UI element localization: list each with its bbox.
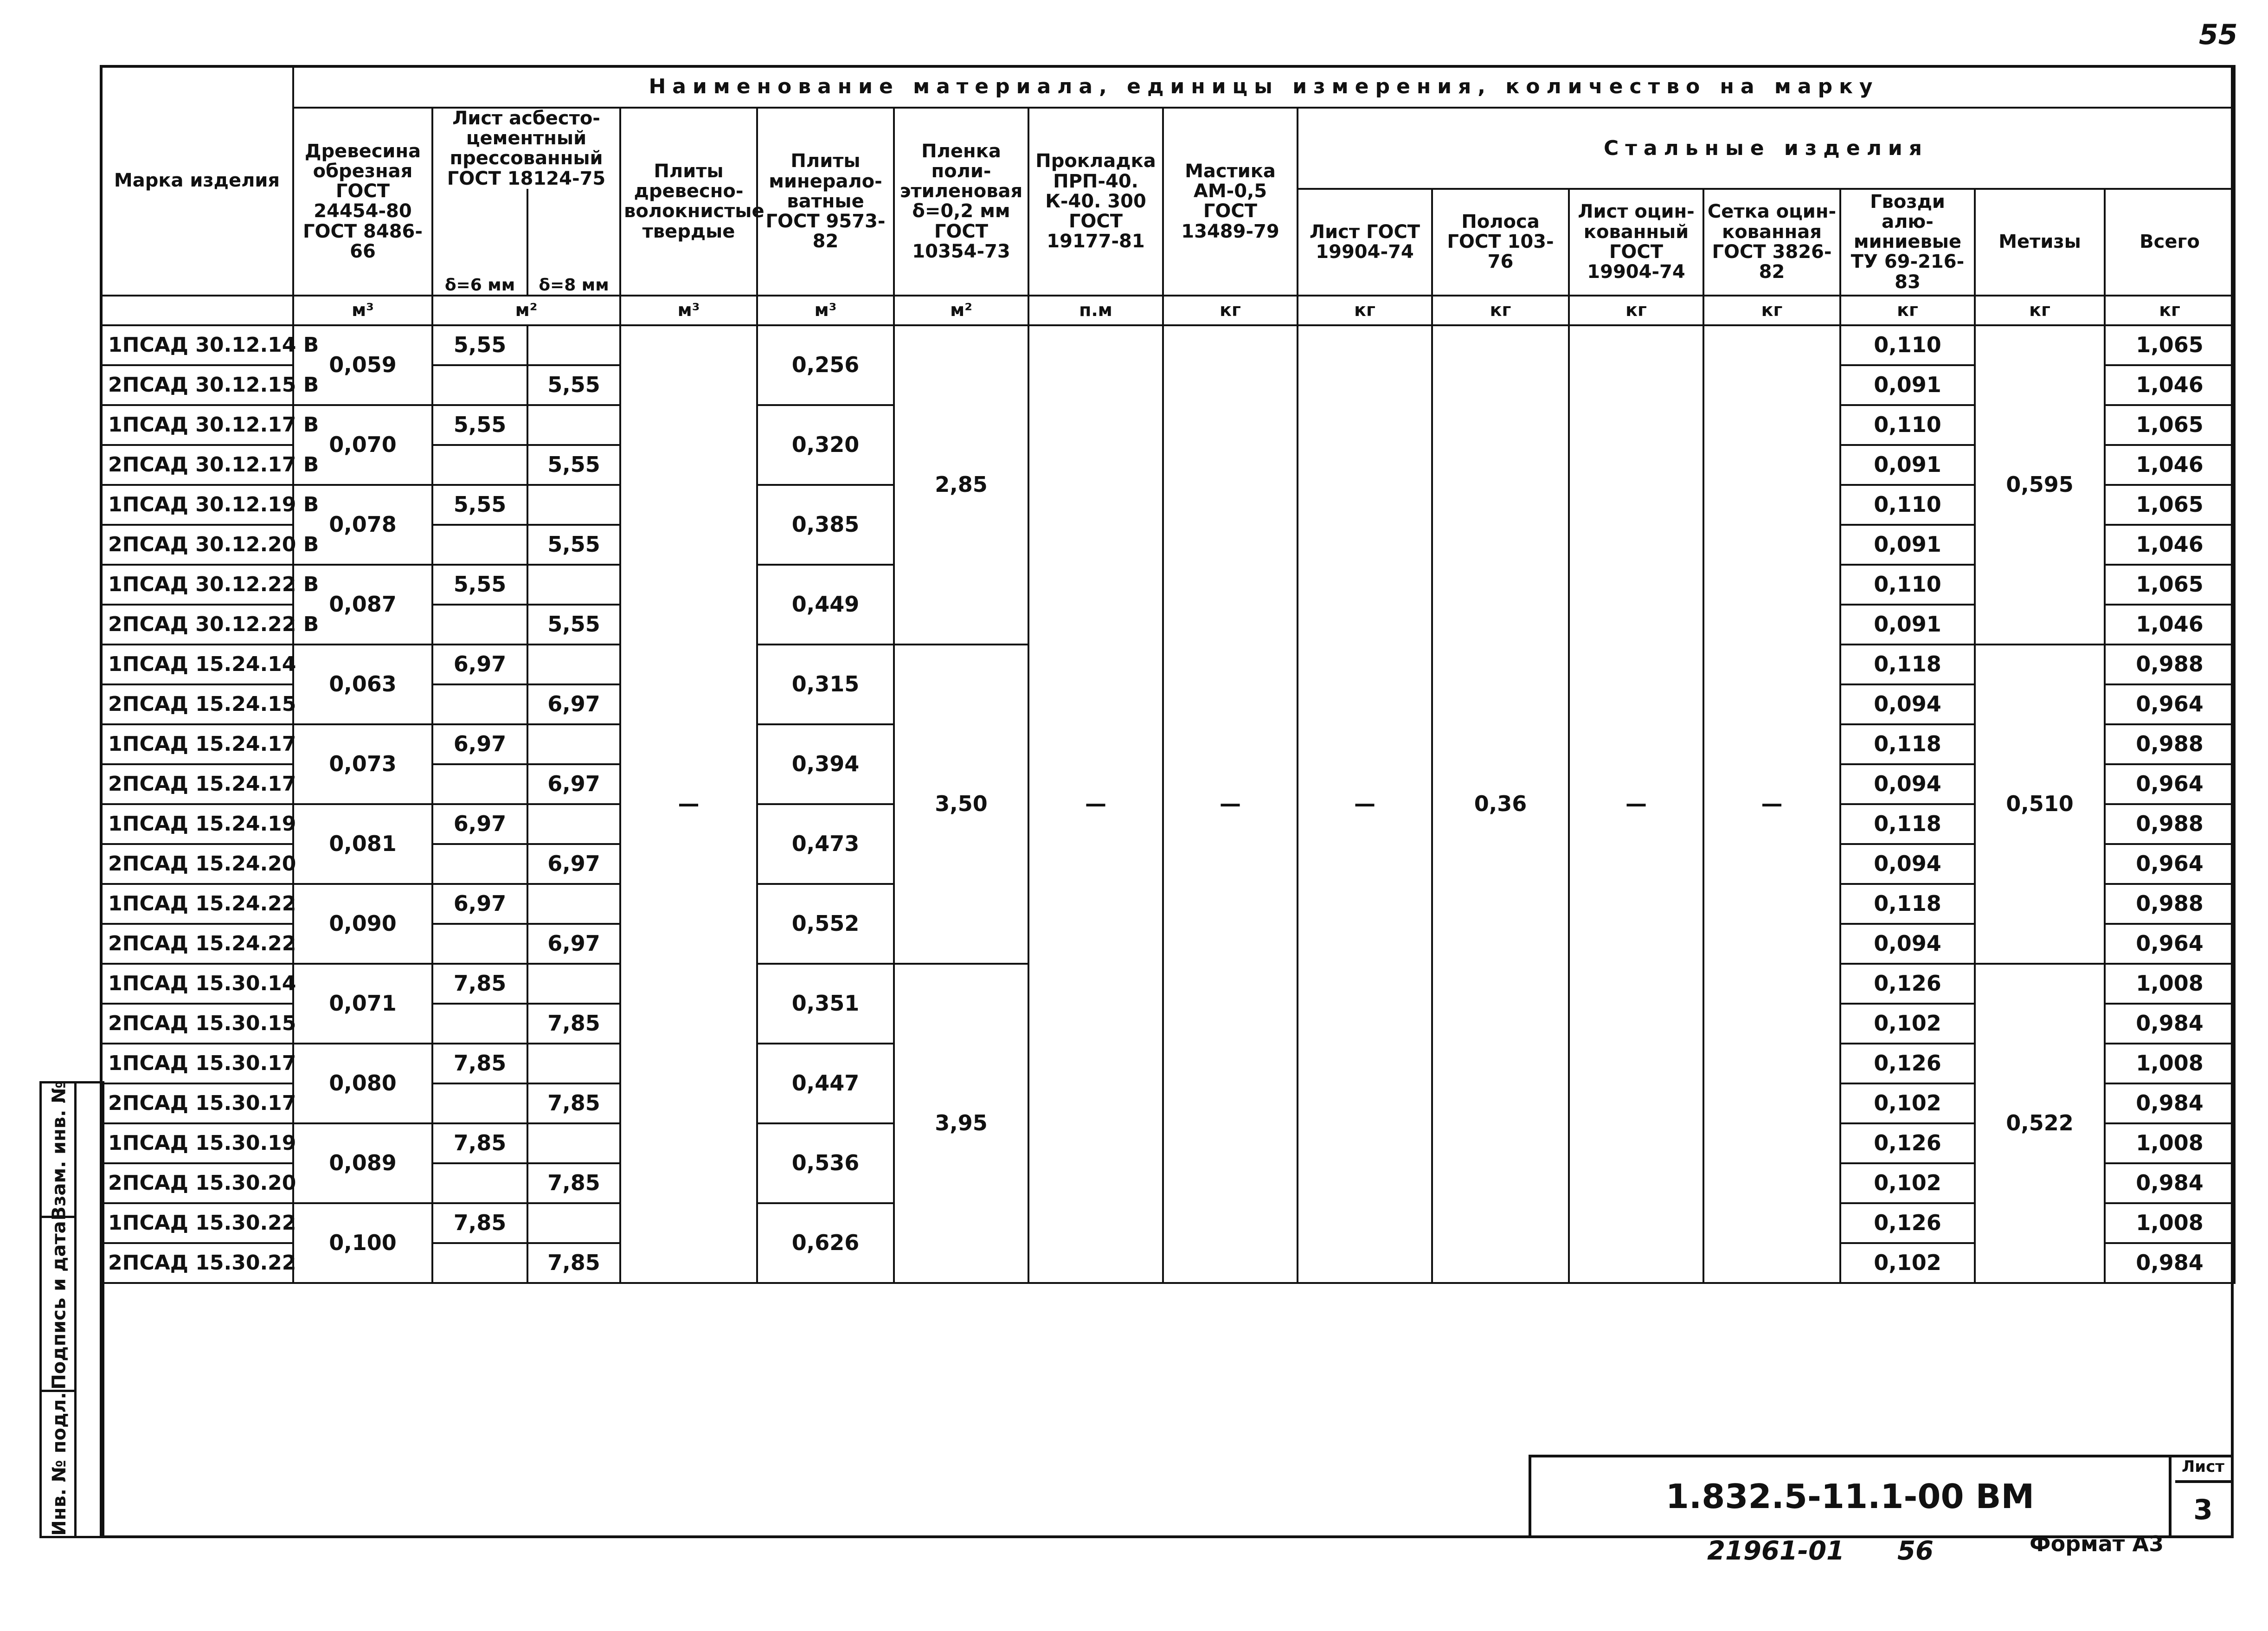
asbestos-6mm-cell: 7,85 xyxy=(432,1203,527,1243)
nails-cell: 0,126 xyxy=(1840,1203,1975,1243)
unit-sheet: кг xyxy=(1298,296,1432,325)
nails-cell: 0,091 xyxy=(1840,525,1975,565)
mark-cell: 1ПСАД 15.24.14 xyxy=(101,645,293,684)
asbestos-6mm-cell xyxy=(432,605,527,645)
wood-cell: 0,063 xyxy=(293,645,432,724)
asbestos-6mm-cell xyxy=(432,1243,527,1283)
wood-cell: 0,080 xyxy=(293,1044,432,1123)
mark-header: Марка изделия xyxy=(101,66,293,296)
unit-mesh: кг xyxy=(1703,296,1840,325)
side-stamp xyxy=(39,1081,104,1538)
mark-cell: 2ПСАД 15.24.15 xyxy=(101,684,293,724)
mark-cell: 1ПСАД 30.12.22 В xyxy=(101,565,293,605)
document-number: 21961-01 xyxy=(1707,1536,1844,1566)
asbestos-6mm-header: δ=6 мм xyxy=(432,189,527,296)
total-cell: 1,008 xyxy=(2105,964,2235,1004)
asbestos-6mm-cell: 7,85 xyxy=(432,1044,527,1083)
format-label: Формат А3 xyxy=(2030,1531,2164,1556)
col-wood-header: Древесина обрезная ГОСТ 24454-80 ГОСТ 8486-66 xyxy=(293,108,432,296)
asbestos-8mm-cell xyxy=(527,1044,620,1083)
nails-cell: 0,091 xyxy=(1840,445,1975,485)
mineral-cell: 0,449 xyxy=(757,565,894,645)
mark-cell: 1ПСАД 15.30.19 xyxy=(101,1123,293,1163)
total-cell: 0,988 xyxy=(2105,804,2235,844)
asbestos-6mm-cell: 5,55 xyxy=(432,405,527,445)
mark-cell: 2ПСАД 15.30.15 xyxy=(101,1004,293,1044)
nails-cell: 0,118 xyxy=(1840,724,1975,764)
wood-cell: 0,078 xyxy=(293,485,432,565)
wood-cell: 0,059 xyxy=(293,325,432,405)
total-cell: 0,988 xyxy=(2105,724,2235,764)
asbestos-6mm-cell xyxy=(432,1004,527,1044)
col-asbestos-header: Лист асбесто-цементный прессованный ГОСТ 18124-75 xyxy=(432,108,620,189)
mark-cell: 2ПСАД 15.24.22 xyxy=(101,924,293,964)
sign-date-label: Подпись и дата xyxy=(48,1220,70,1390)
wood-cell: 0,089 xyxy=(293,1123,432,1203)
asbestos-6mm-cell: 6,97 xyxy=(432,645,527,684)
unit-fiberboard: м³ xyxy=(620,296,757,325)
sign-date-cell xyxy=(42,1218,77,1392)
asbestos-8mm-cell xyxy=(527,1203,620,1243)
nails-cell: 0,102 xyxy=(1840,1163,1975,1203)
mineral-cell: 0,447 xyxy=(757,1044,894,1123)
strip-cell: 0,36 xyxy=(1432,325,1569,1283)
asbestos-6mm-cell xyxy=(432,365,527,405)
asbestos-6mm-cell xyxy=(432,924,527,964)
asbestos-6mm-cell: 6,97 xyxy=(432,724,527,764)
col-hardware-header: Метизы xyxy=(1975,189,2105,296)
galv-sheet-cell: — xyxy=(1569,325,1703,1283)
total-cell: 0,984 xyxy=(2105,1083,2235,1123)
table-row xyxy=(101,325,2235,365)
asbestos-8mm-cell xyxy=(527,724,620,764)
wood-cell: 0,090 xyxy=(293,884,432,964)
asbestos-8mm-cell: 6,97 xyxy=(527,684,620,724)
mark-cell: 1ПСАД 15.30.22 xyxy=(101,1203,293,1243)
col-sheet-header: Лист ГОСТ 19904-74 xyxy=(1298,189,1432,296)
film-cell: 3,50 xyxy=(894,645,1028,964)
nails-cell: 0,118 xyxy=(1840,884,1975,924)
nails-cell: 0,110 xyxy=(1840,405,1975,445)
mineral-cell: 0,320 xyxy=(757,405,894,485)
asbestos-6mm-cell: 6,97 xyxy=(432,804,527,844)
col-mastic-header: Мастика АМ-0,5 ГОСТ 13489-79 xyxy=(1163,108,1298,296)
nails-cell: 0,126 xyxy=(1840,964,1975,1004)
wood-cell: 0,070 xyxy=(293,405,432,485)
nails-cell: 0,118 xyxy=(1840,645,1975,684)
mineral-cell: 0,394 xyxy=(757,724,894,804)
total-cell: 0,964 xyxy=(2105,924,2235,964)
total-cell: 0,984 xyxy=(2105,1243,2235,1283)
nails-cell: 0,110 xyxy=(1840,565,1975,605)
col-mineral-header: Плиты минерало-ватные ГОСТ 9573-82 xyxy=(757,108,894,296)
nails-cell: 0,094 xyxy=(1840,684,1975,724)
nails-cell: 0,126 xyxy=(1840,1123,1975,1163)
wood-cell: 0,071 xyxy=(293,964,432,1044)
asbestos-8mm-cell: 5,55 xyxy=(527,605,620,645)
mastic-cell: — xyxy=(1163,325,1298,1283)
unit-wood: м³ xyxy=(293,296,432,325)
asbestos-6mm-cell: 5,55 xyxy=(432,565,527,605)
unit-gasket: п.м xyxy=(1028,296,1163,325)
asbestos-8mm-cell xyxy=(527,645,620,684)
asbestos-6mm-cell xyxy=(432,844,527,884)
mark-cell: 1ПСАД 15.24.17 xyxy=(101,724,293,764)
total-cell: 1,008 xyxy=(2105,1203,2235,1243)
mark-cell: 2ПСАД 15.30.20 xyxy=(101,1163,293,1203)
asbestos-8mm-cell xyxy=(527,485,620,525)
document-code: 1.832.5-11.1-00 ВМ xyxy=(1531,1457,2172,1535)
total-cell: 1,065 xyxy=(2105,405,2235,445)
mineral-cell: 0,385 xyxy=(757,485,894,565)
film-cell: 2,85 xyxy=(894,325,1028,645)
asbestos-8mm-cell: 7,85 xyxy=(527,1163,620,1203)
unit-film: м² xyxy=(894,296,1028,325)
unit-mineral: м³ xyxy=(757,296,894,325)
nails-cell: 0,102 xyxy=(1840,1004,1975,1044)
sheet-number: 3 xyxy=(2193,1493,2213,1526)
footer-page-number: 56 xyxy=(1897,1536,1934,1566)
mark-cell: 2ПСАД 30.12.20 В xyxy=(101,525,293,565)
mark-cell: 1ПСАД 30.12.19 В xyxy=(101,485,293,525)
mark-cell: 2ПСАД 15.30.22 xyxy=(101,1243,293,1283)
vzam-inv-cell xyxy=(42,1081,77,1221)
total-cell: 0,964 xyxy=(2105,764,2235,804)
unit-galv-sheet: кг xyxy=(1569,296,1703,325)
hardware-cell: 0,595 xyxy=(1975,325,2105,645)
asbestos-6mm-cell: 7,85 xyxy=(432,964,527,1004)
unit-hardware: кг xyxy=(1975,296,2105,325)
asbestos-6mm-cell: 6,97 xyxy=(432,884,527,924)
nails-cell: 0,091 xyxy=(1840,605,1975,645)
col-fiberboard-header: Плиты древесно-волокнистые твердые xyxy=(620,108,757,296)
mark-cell: 1ПСАД 15.24.22 xyxy=(101,884,293,924)
wood-cell: 0,073 xyxy=(293,724,432,804)
nails-cell: 0,102 xyxy=(1840,1083,1975,1123)
nails-cell: 0,126 xyxy=(1840,1044,1975,1083)
nails-cell: 0,110 xyxy=(1840,485,1975,525)
col-gasket-header: Прокладка ПРП-40. К-40. 300 ГОСТ 19177-81 xyxy=(1028,108,1163,296)
asbestos-6mm-cell xyxy=(432,1163,527,1203)
mark-cell: 2ПСАД 15.24.20 xyxy=(101,844,293,884)
asbestos-8mm-cell: 5,55 xyxy=(527,445,620,485)
asbestos-8mm-cell xyxy=(527,1123,620,1163)
asbestos-6mm-cell: 7,85 xyxy=(432,1123,527,1163)
sheet-label: Лист xyxy=(2175,1457,2231,1483)
asbestos-8mm-cell: 7,85 xyxy=(527,1083,620,1123)
asbestos-6mm-cell xyxy=(432,764,527,804)
total-cell: 0,984 xyxy=(2105,1004,2235,1044)
total-cell: 0,964 xyxy=(2105,684,2235,724)
group-header: Наименование материала, единицы измерения, количество на марку xyxy=(293,66,2235,108)
asbestos-6mm-cell: 5,55 xyxy=(432,485,527,525)
hardware-cell: 0,510 xyxy=(1975,645,2105,964)
mineral-cell: 0,473 xyxy=(757,804,894,884)
asbestos-6mm-cell xyxy=(432,684,527,724)
total-cell: 0,984 xyxy=(2105,1163,2235,1203)
unit-strip: кг xyxy=(1432,296,1569,325)
nails-cell: 0,094 xyxy=(1840,764,1975,804)
asbestos-6mm-cell: 5,55 xyxy=(432,325,527,365)
fiberboard-cell: — xyxy=(620,325,757,1283)
mineral-cell: 0,256 xyxy=(757,325,894,405)
nails-cell: 0,110 xyxy=(1840,325,1975,365)
col-strip-header: Полоса ГОСТ 103-76 xyxy=(1432,189,1569,296)
wood-cell: 0,087 xyxy=(293,565,432,645)
mark-cell: 1ПСАД 30.12.17 В xyxy=(101,405,293,445)
film-cell: 3,95 xyxy=(894,964,1028,1283)
mark-cell: 1ПСАД 15.30.14 xyxy=(101,964,293,1004)
unit-cell xyxy=(101,296,293,325)
inv-podl-label: Инв. № подл. xyxy=(48,1392,70,1536)
nails-cell: 0,118 xyxy=(1840,804,1975,844)
total-cell: 1,046 xyxy=(2105,445,2235,485)
mark-cell: 2ПСАД 30.12.15 В xyxy=(101,365,293,405)
asbestos-6mm-cell xyxy=(432,525,527,565)
wood-cell: 0,081 xyxy=(293,804,432,884)
materials-table xyxy=(100,65,2236,1284)
unit-mastic: кг xyxy=(1163,296,1298,325)
total-cell: 1,046 xyxy=(2105,605,2235,645)
gasket-cell: — xyxy=(1028,325,1163,1283)
page-number: 55 xyxy=(2199,19,2238,51)
asbestos-8mm-cell: 5,55 xyxy=(527,525,620,565)
total-cell: 1,065 xyxy=(2105,325,2235,365)
col-galv-sheet-header: Лист оцин-кованный ГОСТ 19904-74 xyxy=(1569,189,1703,296)
mineral-cell: 0,552 xyxy=(757,884,894,964)
inv-podl-cell xyxy=(42,1392,77,1536)
mineral-cell: 0,626 xyxy=(757,1203,894,1283)
mark-cell: 2ПСАД 15.24.17 xyxy=(101,764,293,804)
total-cell: 1,065 xyxy=(2105,485,2235,525)
mineral-cell: 0,315 xyxy=(757,645,894,724)
asbestos-8mm-cell: 7,85 xyxy=(527,1004,620,1044)
total-cell: 0,964 xyxy=(2105,844,2235,884)
nails-cell: 0,094 xyxy=(1840,924,1975,964)
asbestos-8mm-cell xyxy=(527,884,620,924)
hardware-cell: 0,522 xyxy=(1975,964,2105,1283)
wood-cell: 0,100 xyxy=(293,1203,432,1283)
total-cell: 0,988 xyxy=(2105,645,2235,684)
asbestos-6mm-cell xyxy=(432,1083,527,1123)
mineral-cell: 0,351 xyxy=(757,964,894,1044)
col-total-header: Всего xyxy=(2105,189,2235,296)
mark-cell: 1ПСАД 15.24.19 xyxy=(101,804,293,844)
title-block xyxy=(1529,1455,2234,1538)
asbestos-8mm-cell xyxy=(527,405,620,445)
unit-nails: кг xyxy=(1840,296,1975,325)
col-film-header: Пленка поли-этиленовая δ=0,2 мм ГОСТ 10354-73 xyxy=(894,108,1028,296)
asbestos-8mm-cell: 5,55 xyxy=(527,365,620,405)
asbestos-8mm-cell xyxy=(527,565,620,605)
total-cell: 1,065 xyxy=(2105,565,2235,605)
mark-cell: 1ПСАД 15.30.17 xyxy=(101,1044,293,1083)
asbestos-8mm-cell: 6,97 xyxy=(527,764,620,804)
col-mesh-header: Сетка оцин-кованная ГОСТ 3826-82 xyxy=(1703,189,1840,296)
mark-cell: 1ПСАД 30.12.14 В xyxy=(101,325,293,365)
asbestos-8mm-cell xyxy=(527,804,620,844)
mark-cell: 2ПСАД 30.12.17 В xyxy=(101,445,293,485)
vzam-inv-label: Взам. инв. № xyxy=(48,1081,70,1221)
unit-asbestos: м² xyxy=(432,296,620,325)
asbestos-8mm-cell: 7,85 xyxy=(527,1243,620,1283)
asbestos-8mm-cell xyxy=(527,964,620,1004)
steel-header: Стальные изделия xyxy=(1298,108,2235,189)
mark-cell: 2ПСАД 30.12.22 В xyxy=(101,605,293,645)
nails-cell: 0,091 xyxy=(1840,365,1975,405)
asbestos-8mm-cell: 6,97 xyxy=(527,844,620,884)
total-cell: 1,046 xyxy=(2105,365,2235,405)
total-cell: 1,008 xyxy=(2105,1123,2235,1163)
nails-cell: 0,094 xyxy=(1840,844,1975,884)
col-nails-header: Гвозди алю-миниевые ТУ 69-216-83 xyxy=(1840,189,1975,296)
asbestos-8mm-cell xyxy=(527,325,620,365)
mesh-cell: — xyxy=(1703,325,1840,1283)
total-cell: 1,046 xyxy=(2105,525,2235,565)
sheet-cell: — xyxy=(1298,325,1432,1283)
nails-cell: 0,102 xyxy=(1840,1243,1975,1283)
asbestos-6mm-cell xyxy=(432,445,527,485)
total-cell: 0,988 xyxy=(2105,884,2235,924)
total-cell: 1,008 xyxy=(2105,1044,2235,1083)
asbestos-8mm-header: δ=8 мм xyxy=(527,189,620,296)
asbestos-8mm-cell: 6,97 xyxy=(527,924,620,964)
mineral-cell: 0,536 xyxy=(757,1123,894,1203)
unit-total: кг xyxy=(2105,296,2235,325)
mark-cell: 2ПСАД 15.30.17 xyxy=(101,1083,293,1123)
